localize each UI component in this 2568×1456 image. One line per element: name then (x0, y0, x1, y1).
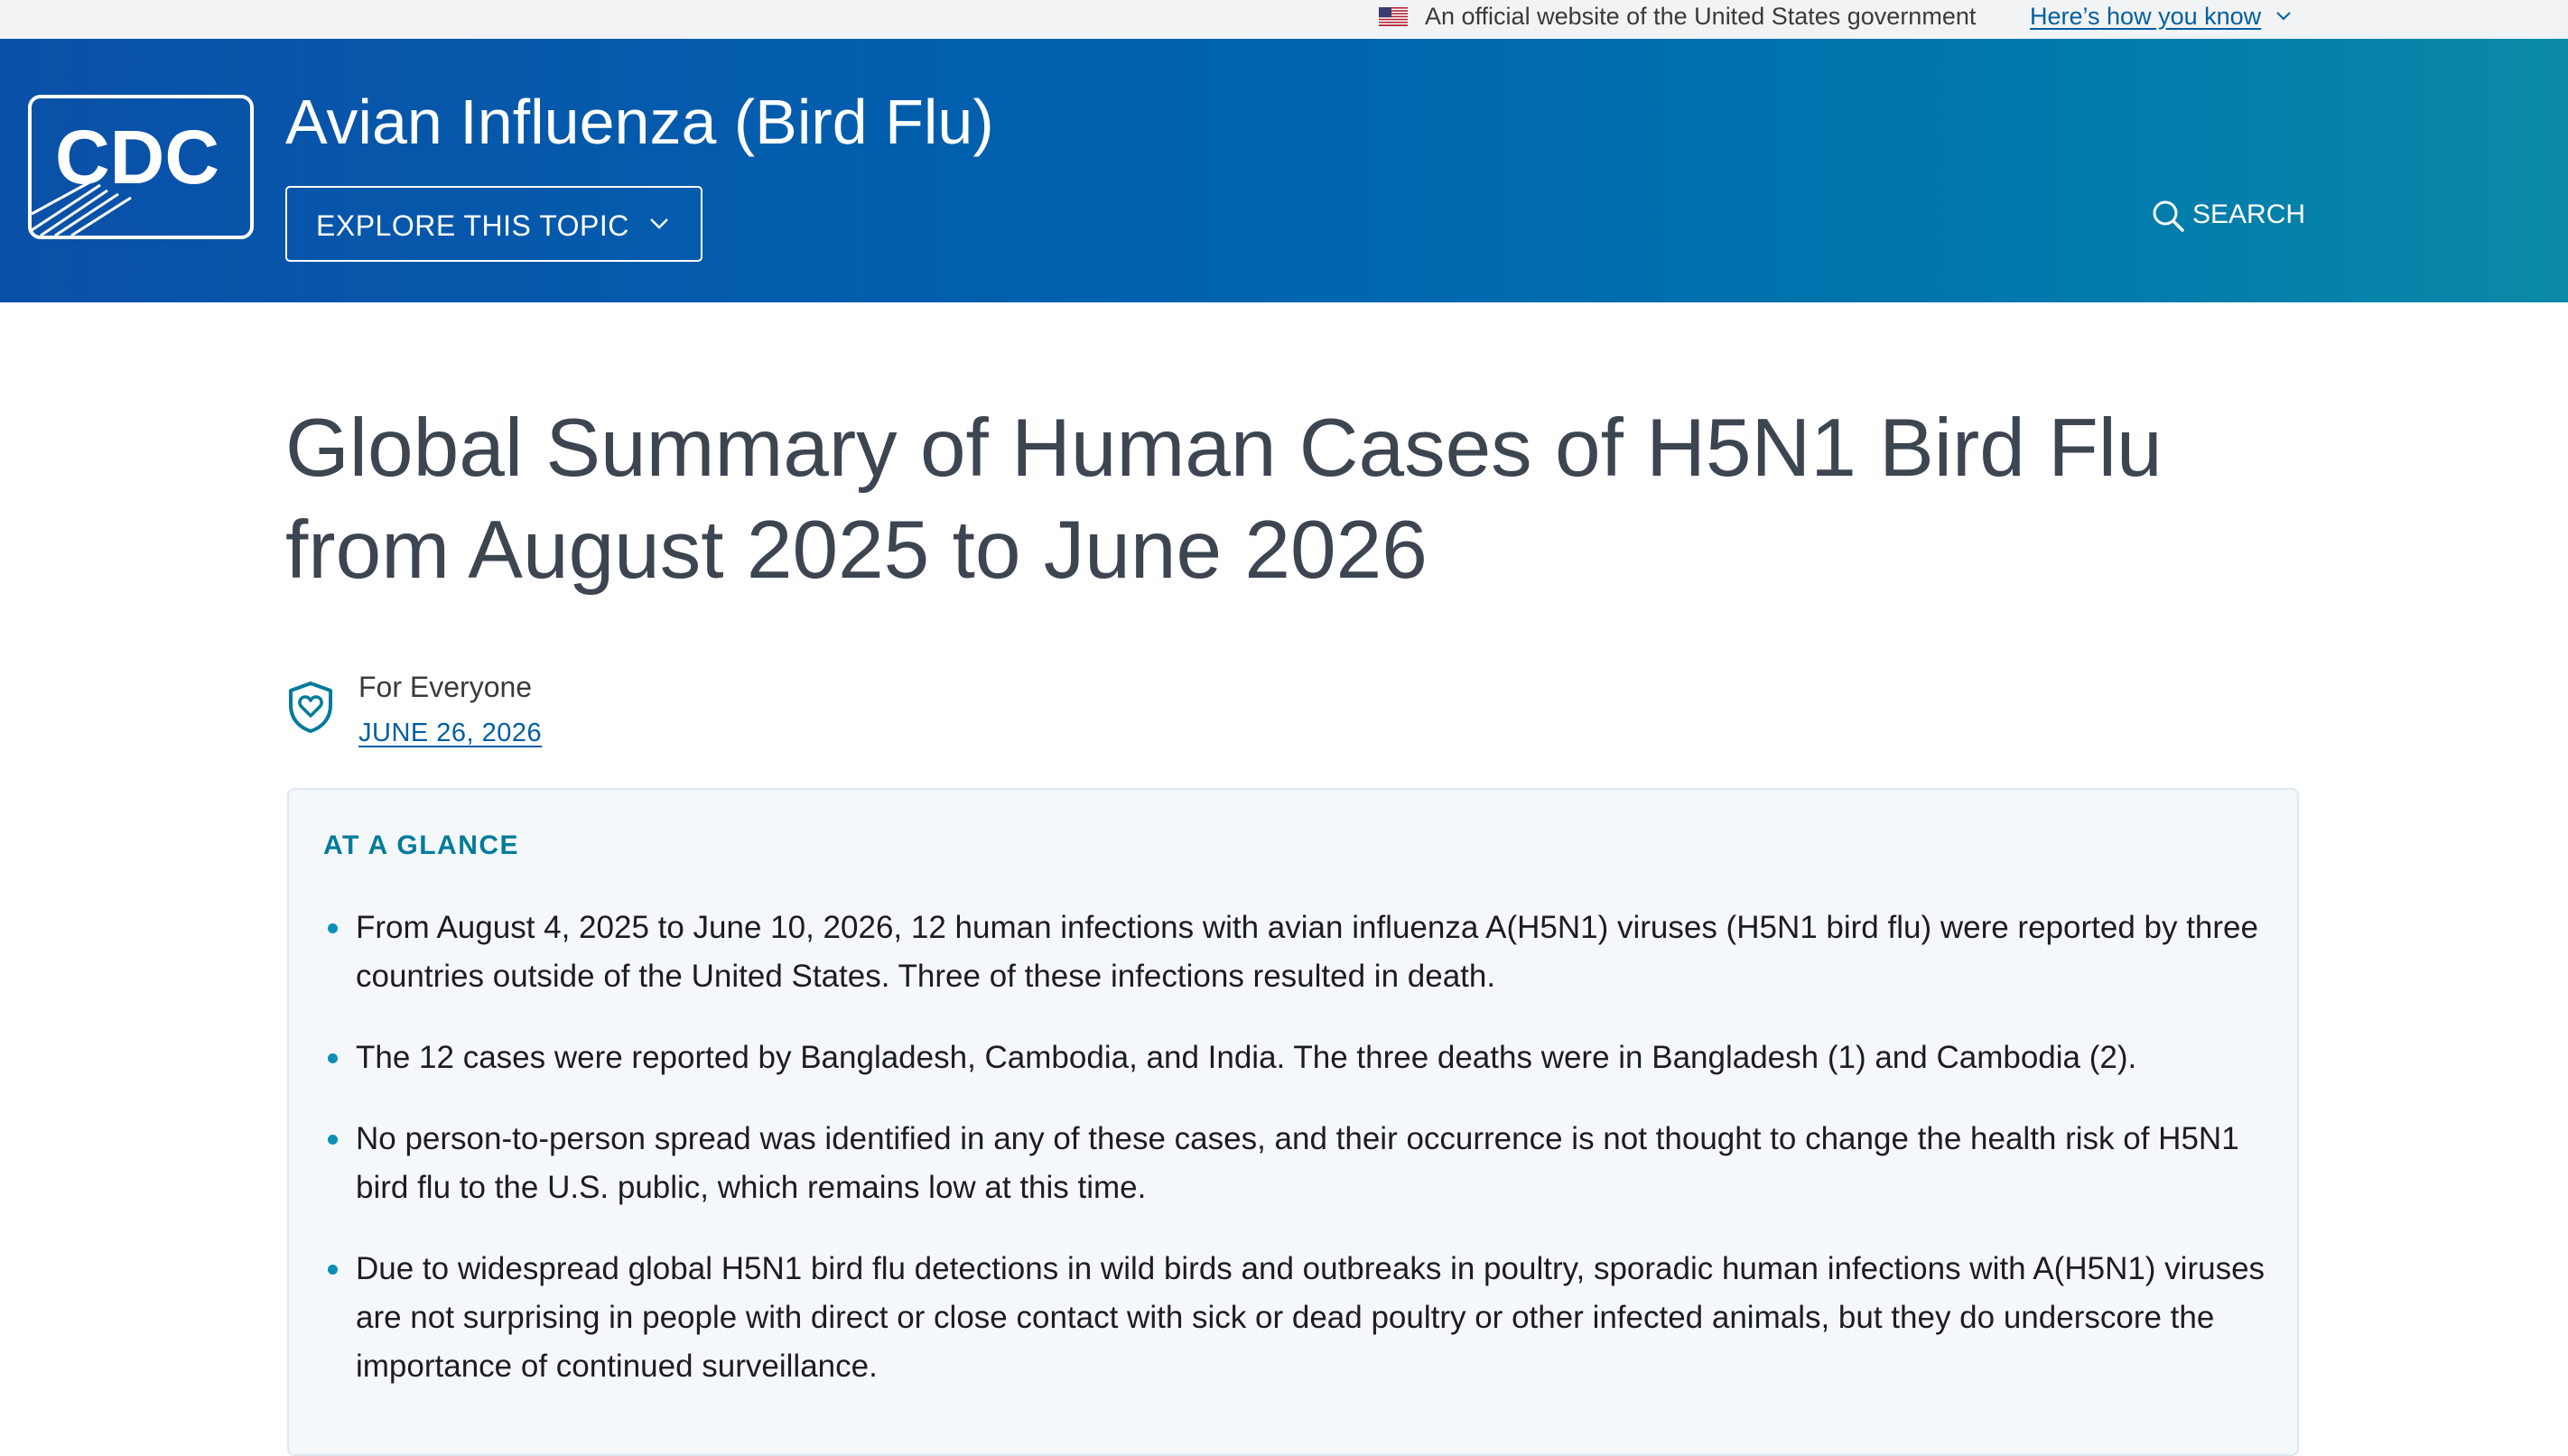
list-item-text: The 12 cases were reported by Bangladesh, Cambodia, and India. The three deaths were in Bangladesh (1) and Cambodia (2). (356, 1040, 2137, 1075)
explore-topic-label: EXPLORE THIS TOPIC (316, 209, 629, 242)
heres-how-you-know-link[interactable]: Here’s how you know (2030, 3, 2262, 30)
chevron-down-icon[interactable] (2275, 9, 2292, 22)
official-gov-banner (0, 0, 2568, 39)
at-a-glance-heading: AT A GLANCE (323, 830, 520, 860)
official-website-text: An official website of the United States government (1425, 3, 1977, 30)
bullet-icon (328, 1135, 338, 1145)
bullet-icon (328, 923, 338, 933)
us-flag-icon (1379, 7, 1408, 26)
list-item (356, 1034, 2283, 1082)
audience-label: For Everyone (358, 671, 533, 703)
list-item-text: From August 4, 2025 to June 10, 2026, 12 human infections with avian influenza A(H5N1) viruses (H5N1 bird flu) were reported by three countries outside of the United States. Three of these infections resulted in death. (356, 910, 2258, 994)
publication-date-link[interactable]: JUNE 26, 2026 (358, 719, 543, 747)
list-item-text: Due to widespread global H5N1 bird flu detections in wild birds and outbreaks in poultry, sporadic human infections with A(H5N1) viruses are not surprising in people with direct or close contact with sick or dead poultry or other infected animals, but they do underscore the importance of continued surveillance. (356, 1251, 2266, 1384)
bullet-icon (328, 1053, 338, 1063)
bullet-icon (328, 1265, 338, 1275)
page-title: Global Summary of Human Cases of H5N1 Bird Flu from August 2025 to June 2026 (285, 403, 2163, 596)
chevron-down-icon (648, 215, 670, 233)
list-item (356, 1115, 2283, 1212)
list-item-text: No person-to-person spread was identified in any of these cases, and their occurrence is not thought to change the health risk of H5N1 bird flu to the U.S. public, which remains low at this time. (356, 1121, 2239, 1205)
at-a-glance-box (287, 788, 2299, 1456)
search-label: SEARCH (2192, 199, 2306, 229)
search-icon (2151, 199, 2185, 233)
list-item (356, 1245, 2283, 1391)
list-item (356, 904, 2283, 1001)
svg-text:CDC: CDC (55, 115, 219, 199)
site-header (0, 39, 2568, 302)
cdc-logo[interactable] (28, 95, 254, 239)
shield-heart-icon (285, 680, 336, 734)
search-button[interactable] (2151, 192, 2306, 237)
explore-topic-button[interactable] (285, 186, 702, 262)
site-title[interactable]: Avian Influenza (Bird Flu) (285, 87, 994, 157)
